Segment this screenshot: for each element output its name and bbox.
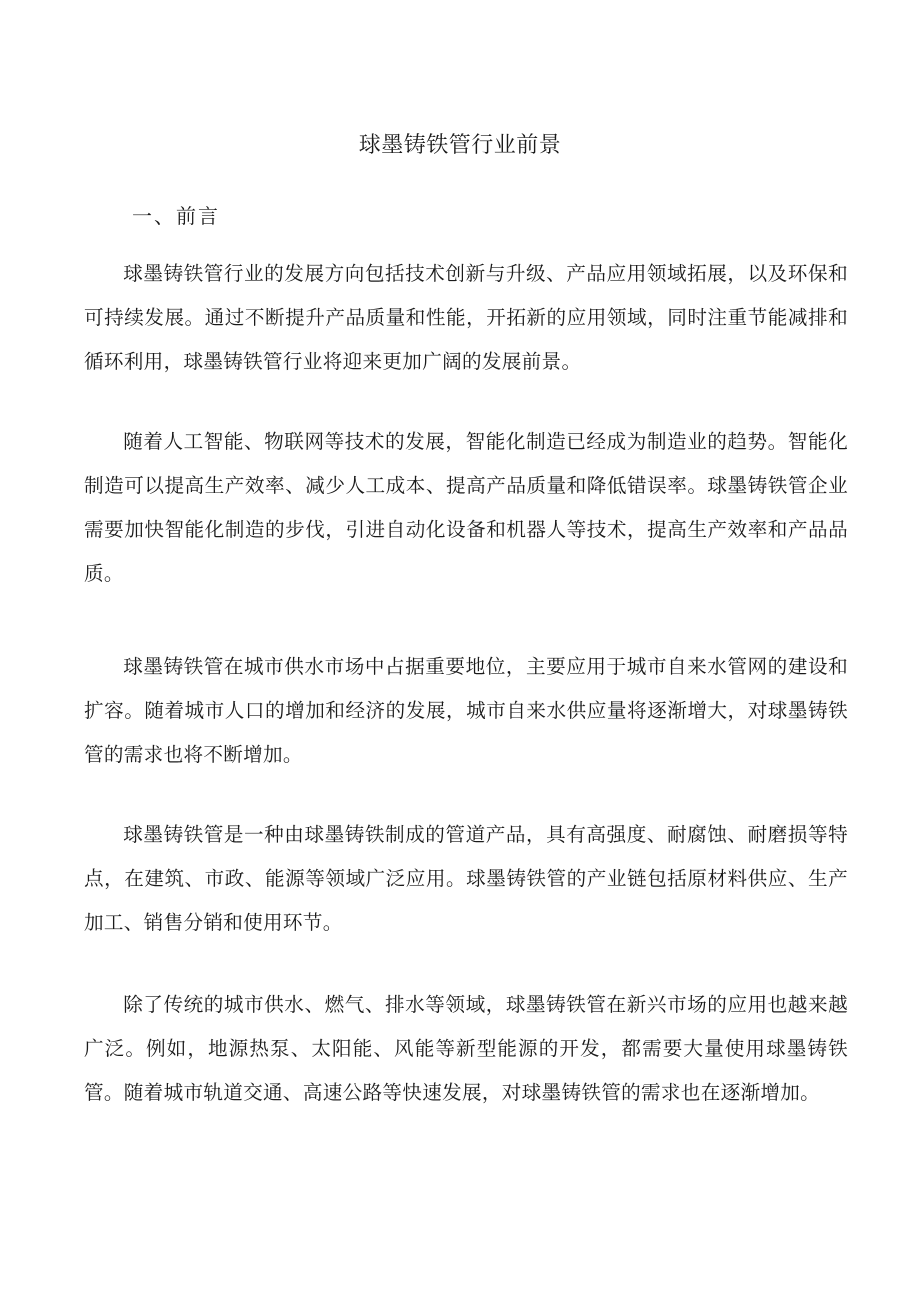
paragraph-intelligent-manufacturing bbox=[84, 420, 848, 596]
section-heading-preface: 一、前言 bbox=[132, 204, 220, 228]
paragraph-text: 随着人工智能、物联网等技术的发展，智能化制造已经成为制造业的趋势。智能化制造可以提高生产效率、减少人工成本、提高产品质量和降低错误率。球墨铸铁管企业需要加快智能化制造的步伐，引进自动化设备和机器人等技术，提高生产效率和产品品质。 bbox=[84, 430, 848, 585]
paragraph-emerging-markets bbox=[84, 983, 848, 1115]
paragraph-text: 球墨铸铁管是一种由球墨铸铁制成的管道产品，具有高强度、耐腐蚀、耐磨损等特点，在建筑、市政、能源等领域广泛应用。球墨铸铁管的产业链包括原材料供应、生产加工、销售分销和使用环节。 bbox=[84, 823, 848, 934]
paragraph-text: 除了传统的城市供水、燃气、排水等领域，球墨铸铁管在新兴市场的应用也越来越广泛。例如，地源热泵、太阳能、风能等新型能源的开发，都需要大量使用球墨铸铁管。随着城市轨道交通、高速公路等快速发展，对球墨铸铁管的需求也在逐渐增加。 bbox=[84, 993, 848, 1104]
paragraph-urban-water-supply bbox=[84, 645, 848, 777]
paragraph-development-direction bbox=[84, 252, 848, 384]
document-title: 球墨铸铁管行业前景 bbox=[358, 133, 562, 158]
paragraph-product-definition bbox=[84, 813, 848, 945]
paragraph-text: 球墨铸铁管行业的发展方向包括技术创新与升级、产品应用领域拓展，以及环保和可持续发展。通过不断提升产品质量和性能，开拓新的应用领域，同时注重节能减排和循环利用，球墨铸铁管行业将迎来更加广阔的发展前景。 bbox=[84, 262, 848, 373]
paragraph-text: 球墨铸铁管在城市供水市场中占据重要地位，主要应用于城市自来水管网的建设和扩容。随着城市人口的增加和经济的发展，城市自来水供应量将逐渐增大，对球墨铸铁管的需求也将不断增加。 bbox=[84, 655, 848, 766]
